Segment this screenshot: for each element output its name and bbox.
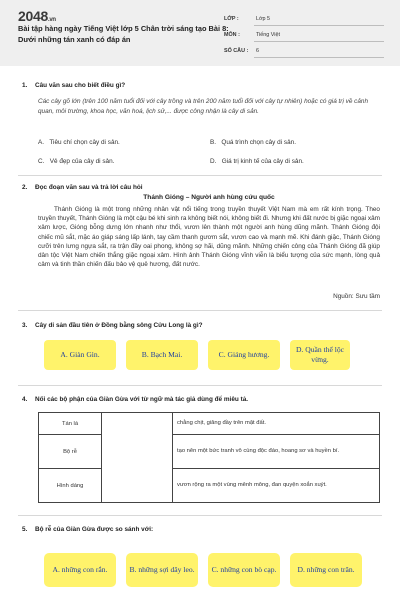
- q1-option-b[interactable]: B. Quá trình chọn cây di sản.: [210, 139, 296, 146]
- question-text: Bộ rễ của Giàn Gừa được so sánh với:: [35, 526, 154, 533]
- meta-class-key: LỚP :: [224, 16, 239, 22]
- question-number: 1.: [22, 82, 28, 89]
- question-number: 3.: [22, 322, 28, 329]
- q3-answer-d[interactable]: D. Quần thể lộc vừng.: [290, 340, 350, 370]
- description-cell[interactable]: vươn rộng ra một vùng mênh mông, đan quyện xoắn xuýt.: [173, 469, 380, 503]
- meta-underline: [254, 25, 384, 26]
- question-text: Đọc đoạn văn sau và trả lời câu hỏi: [35, 184, 143, 191]
- q5-answer-c[interactable]: C. những con bò cạp.: [208, 553, 280, 587]
- divider: [18, 515, 382, 516]
- story-title: Thánh Gióng – Người anh hùng cứu quốc: [143, 194, 275, 201]
- story-source: Nguồn: Sưu tầm: [333, 293, 380, 300]
- q3-answer-c[interactable]: C. Giáng hương.: [208, 340, 280, 370]
- meta-class-value: Lớp 5: [256, 16, 271, 22]
- table-row: [39, 469, 380, 503]
- q1-option-a[interactable]: A. Tiêu chí chọn cây di sản.: [38, 139, 120, 146]
- divider: [18, 310, 382, 311]
- divider: [18, 385, 382, 386]
- meta-underline: [254, 41, 384, 42]
- q1-option-c[interactable]: C. Vẻ đẹp của cây di sản.: [38, 158, 115, 165]
- meta-underline: [254, 57, 384, 58]
- description-cell[interactable]: chằng chịt, giăng đầy trên mặt đất.: [173, 413, 380, 435]
- document-title: Bài tập hàng ngày Tiếng Việt lớp 5 Chân trời sáng tạo Bài 8: Dưới những tán xanh có đáp án: [18, 24, 229, 44]
- story-text: Thánh Gióng là một trong những nhân vật nổi tiếng trong truyền thuyết Việt Nam mà em rất kính trọng. Theo truyền thuyết, Thánh Gióng là một cậu bé khi sinh ra không biết nói, không biết đi. Nhưng khi đất nước bị giặc ngoại xâm xâm lược, Gióng bỗng dưng lớn nhanh như thổi, vươn lên thành một người anh hùng dũng mãnh. Thánh Gióng đội chiếc mũ sắt, mặc áo giáp sáng lấp lánh, tay cầm thanh gươm sắt, vươn cao và mạnh mẽ. Khi đánh giặc, Thánh Gióng cưỡi trên lưng ngựa sắt, ra trận đầy oai phong, không sợ hãi, dũng mãnh. Những chiến công của Thánh Gióng đã giúp dân tộc Việt Nam chiến thắng giặc ngoại xâm. Hình ảnh Thánh Gióng vĩnh viễn là biểu tượng của sức mạnh, lòng quả cảm và tinh thần chiến đấu bảo vệ quê hương, đất nước.: [38, 206, 380, 269]
- question-text: Câu văn sau cho biết điều gì?: [35, 82, 126, 89]
- q5-answer-d[interactable]: D. những con trăn.: [290, 553, 362, 587]
- divider: [18, 175, 382, 176]
- q3-answer-b[interactable]: B. Bạch Mai.: [126, 340, 198, 370]
- question-number: 4.: [22, 396, 28, 403]
- question-text: Cây di sản đầu tiên ở Đồng bằng sông Cửu Long là gì?: [35, 322, 203, 329]
- meta-subject-key: MÔN :: [224, 32, 240, 38]
- description-cell[interactable]: tạo nên một bức tranh vô cùng độc đáo, hoang sơ và huyền bí.: [173, 435, 380, 469]
- q1-option-d[interactable]: D. Giá trị kinh tế của cây di sản.: [210, 158, 304, 165]
- part-cell[interactable]: Bộ rễ: [39, 435, 102, 469]
- site-logo[interactable]: 2048.vn: [18, 8, 56, 24]
- page-header: [0, 0, 400, 66]
- question-number: 5.: [22, 526, 28, 533]
- q3-answer-a[interactable]: A. Giàn Gìn.: [44, 340, 116, 370]
- connect-area[interactable]: [102, 413, 173, 503]
- question-number: 2.: [22, 184, 28, 191]
- part-cell[interactable]: Tán lá: [39, 413, 102, 435]
- question-text: Nối các bộ phận của Giàn Gừa với từ ngữ mà tác giả dùng để miêu tả.: [35, 396, 249, 403]
- part-cell[interactable]: Hình dáng: [39, 469, 102, 503]
- table-row: [39, 413, 380, 435]
- q5-answer-a[interactable]: A. những con rắn.: [44, 553, 116, 587]
- meta-count-value: 6: [256, 48, 259, 54]
- matching-table: [38, 412, 380, 503]
- meta-subject-value: Tiếng Việt: [256, 32, 280, 38]
- logo-suffix: .vn: [47, 17, 56, 23]
- table-row: [39, 435, 380, 469]
- meta-count-key: SỐ CÂU :: [224, 48, 249, 54]
- question-1-passage: Các cây gõ lớn (trên 100 năm tuổi đối với cây trồng và trên 200 năm tuổi đối với cây tự nhiên) hoặc có giá trị về cảnh quan, môi trường, khoa học, văn hoá, lịch sử,... được công nhận là cây di sản.: [38, 98, 369, 116]
- q5-answer-b[interactable]: B. những sợi dây leo.: [126, 553, 198, 587]
